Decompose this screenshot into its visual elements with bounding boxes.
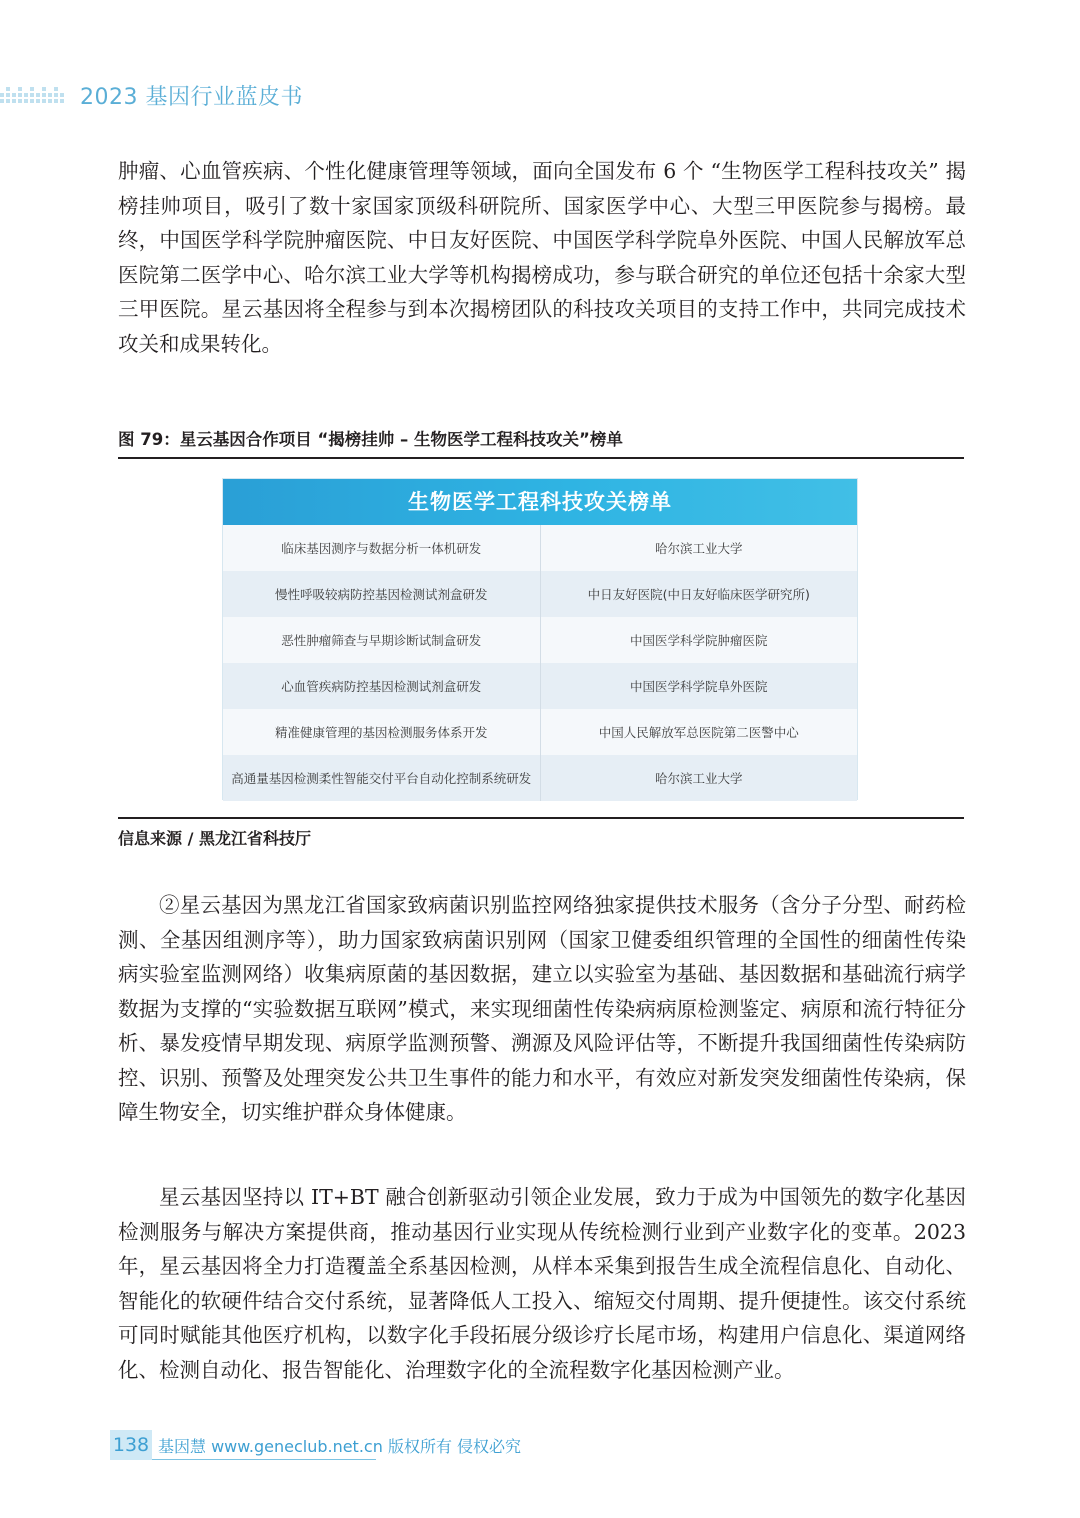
- institution-cell: 哈尔滨工业大学: [654, 541, 743, 556]
- ranking-table: [222, 478, 858, 800]
- page-number: 138: [110, 1430, 152, 1460]
- header-bar-pattern-icon: [0, 83, 70, 107]
- figure-bottom-rule: [118, 817, 964, 819]
- table-row: [223, 709, 857, 755]
- page-footer: [110, 1430, 550, 1462]
- table-body: [223, 525, 857, 801]
- figure-source: 信息来源 / 黑龙江省科技厅: [118, 829, 311, 848]
- table-row: [223, 617, 857, 663]
- table-row: [223, 571, 857, 617]
- institution-cell: 哈尔滨工业大学: [654, 771, 743, 786]
- project-cell: 精准健康管理的基因检测服务体系开发: [223, 709, 541, 755]
- project-cell: 慢性呼吸较病防控基因检测试剂盒研发: [223, 571, 541, 617]
- institution-cell: 中国医学科学院肿瘤医院: [629, 633, 768, 648]
- figure-top-rule: [118, 457, 964, 459]
- figure-caption: 图 79：星云基因合作项目 “揭榜挂帅 – 生物医学工程科技攻关”榜单: [118, 430, 623, 449]
- project-cell: 高通量基因检测柔性智能交付平台自动化控制系统研发: [223, 755, 541, 801]
- footer-site-text: 基因慧 www.geneclub.net.cn 版权所有 侵权必究: [158, 1437, 522, 1456]
- table-title: 生物医学工程科技攻关榜单: [223, 479, 857, 525]
- table-row: [223, 755, 857, 801]
- footer-underline: [152, 1459, 376, 1460]
- table-row: [223, 663, 857, 709]
- project-cell: 心血管疾病防控基因检测试剂盒研发: [223, 663, 541, 709]
- project-cell: 临床基因测序与数据分析一体机研发: [223, 525, 541, 571]
- body-paragraph-1: 肿瘤、心血管疾病、个性化健康管理等领域，面向全国发布 6 个 “生物医学工程科技攻关” 揭榜挂帅项目，吸引了数十家国家顶级科研院所、国家医学中心、大型三甲医院参与揭榜。最终，中国医学科学院肿瘤医院、中日友好医院、中国医学科学院阜外医院、中国人民解放军总医院第二医学中心、哈尔滨工业大学等机构揭榜成功，参与联合研究的单位还包括十余家大型三甲医院。星云基因将全程参与到本次揭榜团队的科技攻关项目的支持工作中，共同完成技术攻关和成果转化。: [118, 159, 966, 356]
- institution-cell: 中国医学科学院阜外医院: [629, 679, 768, 694]
- header-title: 2023 基因行业蓝皮书: [80, 85, 303, 110]
- body-paragraph-2: ②星云基因为黑龙江省国家致病菌识别监控网络独家提供技术服务（含分子分型、耐药检测、全基因组测序等），助力国家致病菌识别网（国家卫健委组织管理的全国性的细菌性传染病实验室监测网络）收集病原菌的基因数据，建立以实验室为基础、基因数据和基础流行病学数据为支撑的“实验数据互联网”模式，来实现细菌性传染病病原检测鉴定、病原和流行特征分析、暴发疫情早期发现、病原学监测预警、溯源及风险评估等，不断提升我国细菌性传染病防控、识别、预警及处理突发公共卫生事件的能力和水平，有效应对新发突发细菌性传染病，保障生物安全，切实维护群众身体健康。: [118, 893, 966, 1124]
- institution-cell: 中国人民解放军总医院第二医警中心: [598, 725, 799, 740]
- table-row: [223, 525, 857, 571]
- body-paragraph-3: 星云基因坚持以 IT+BT 融合创新驱动引领企业发展，致力于成为中国领先的数字化基因检测服务与解决方案提供商，推动基因行业实现从传统检测行业到产业数字化的变革。2023 年，星云基因将全力打造覆盖全系基因检测，从样本采集到报告生成全流程信息化、自动化、智能化的软硬件结合交付系统，显著降低人工投入、缩短交付周期、提升便捷性。该交付系统可同时赋能其他医疗机构，以数字化手段拓展分级诊疗长尾市场，构建用户信息化、渠道网络化、检测自动化、报告智能化、治理数字化的全流程数字化基因检测产业。: [118, 1185, 966, 1382]
- page-header: [0, 78, 400, 114]
- institution-cell: 中日友好医院(中日友好临床医学研究所): [587, 587, 810, 602]
- project-cell: 恶性肿瘤筛查与早期诊断试制盒研发: [223, 617, 541, 663]
